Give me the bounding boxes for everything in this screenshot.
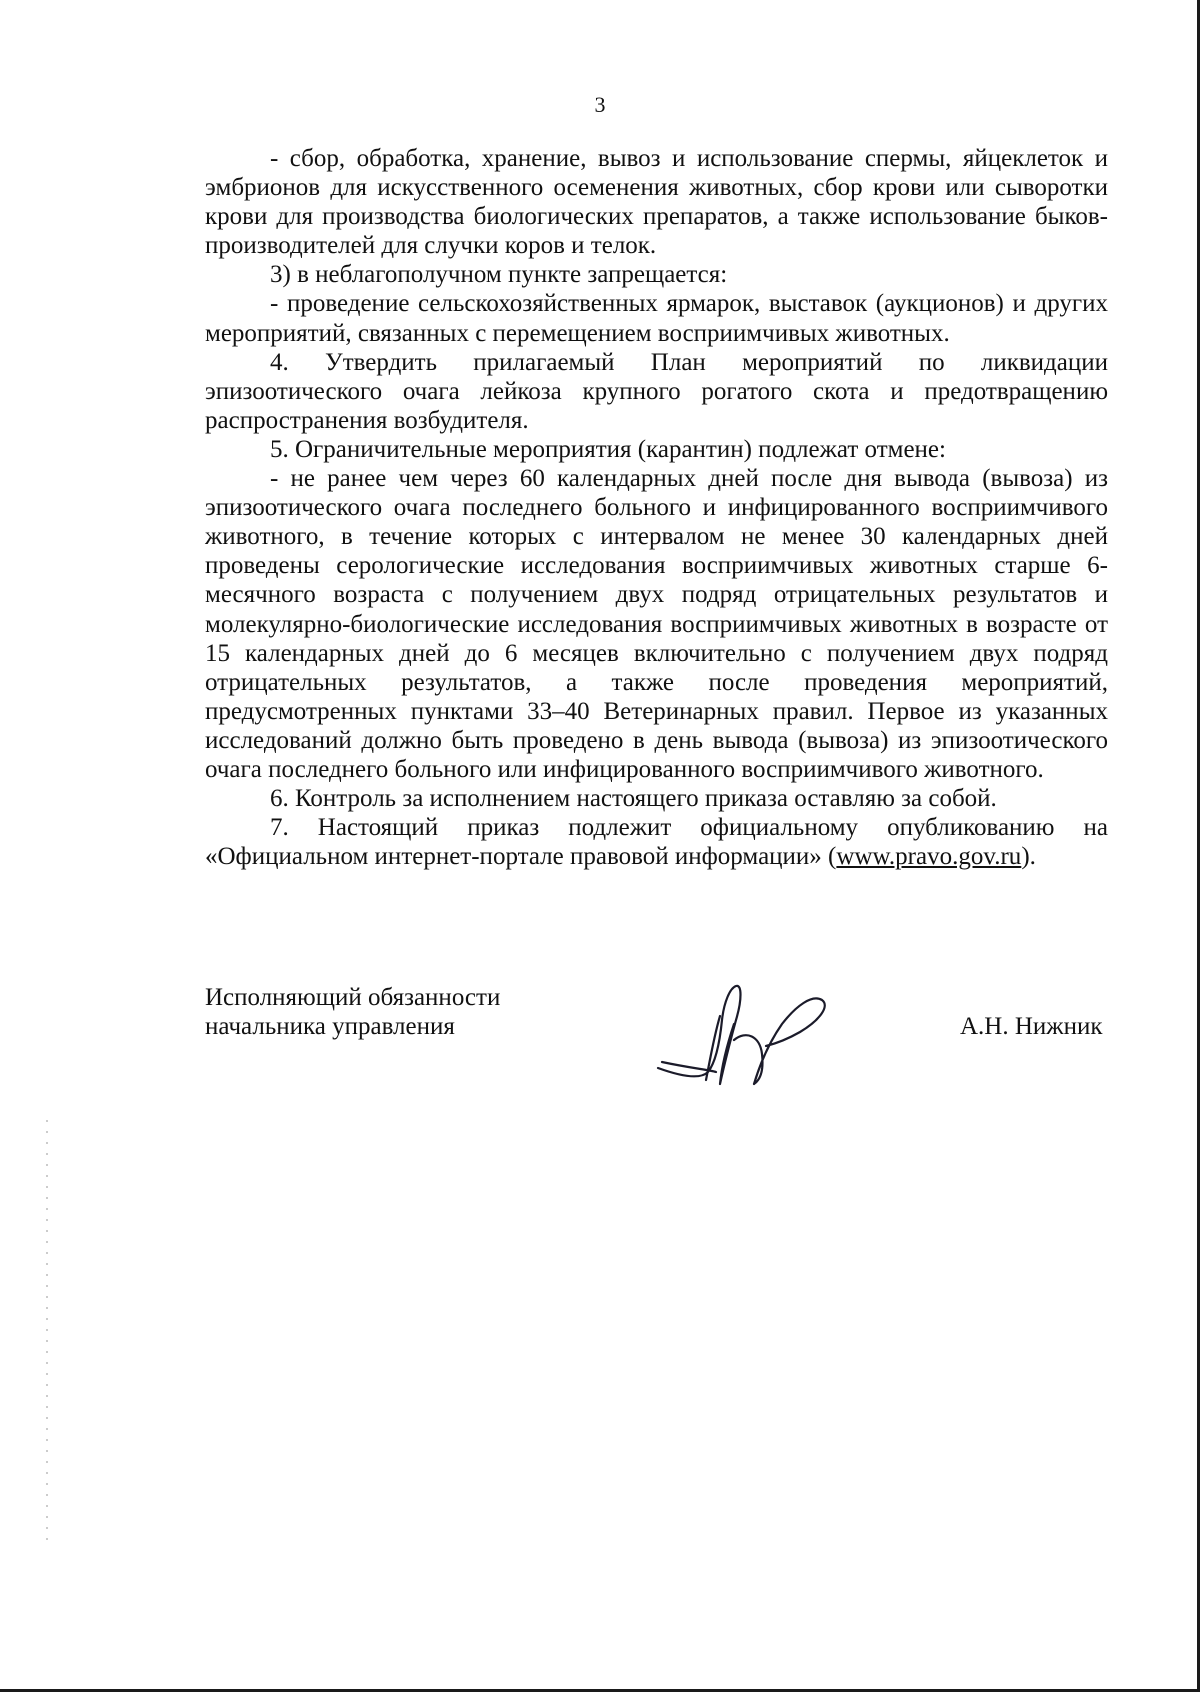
scan-noise [46, 1120, 48, 1540]
point-7-text: 7. Настоящий приказ подлежит официальному опубликованию на «Официальном интернет-портале правовой информации» ( [205, 814, 1108, 871]
page-number: 3 [594, 92, 606, 117]
paragraph-point-7 [205, 813, 1108, 871]
paragraph-fairs-ban: - проведение сельскохозяйственных ярмарок, выставок (аукционов) и других мероприятий, связанных с перемещением восприимчивых животных. [205, 290, 1108, 347]
paragraph-quarantine-lift: - не ранее чем через 60 календарных дней после дня вывода (вывоза) из эпизоотического очага последнего больного и инфицированного восприимчивого животного, в течение которых с интервалом не менее 30 календарных дней проведены серологические исследования восприимчивых животных старше 6-месячного возраста с получением двух подряд отрицательных результатов и молекулярно-биологические исследования восприимчивых животных в возрасте от 15 календарных дней до 6 месяцев включительно с получением двух подряд отрицательных результатов, а также после проведения мероприятий, предусмотренных пунктами 33–40 Ветеринарных правил. Первое из указанных исследований должно быть проведено в день вывода (вывоза) из эпизоотического очага последнего больного или инфицированного восприимчивого животного. [205, 465, 1108, 783]
signatory-title [205, 983, 500, 1041]
signatory-title-line-1: Исполняющий обязанности [205, 984, 501, 1011]
signatory-title-line-2: начальника управления [205, 1013, 455, 1040]
signatory-name: А.Н. Нижник [960, 1013, 1103, 1040]
handwritten-signature-icon [650, 980, 840, 1090]
point-7-closing: ). [1021, 843, 1036, 871]
paragraph-point-6: 6. Контроль за исполнением настоящего приказа оставляю за собой. [270, 785, 997, 813]
pravo-portal-link[interactable]: www.pravo.gov.ru [836, 843, 1022, 871]
paragraph-point-4: 4. Утвердить прилагаемый План мероприятий по ликвидации эпизоотического очага лейкоза крупного рогатого скота и предотвращению распространения возбудителя. [205, 348, 1108, 434]
paragraph-point-3: 3) в неблагополучном пункте запрещается: [270, 261, 728, 289]
paragraph-collection-ban: - сбор, обработка, хранение, вывоз и использование спермы, яйцеклеток и эмбрионов для искусственного осеменения животных, сбор крови или сыворотки крови для производства биологических препаратов, а также использование быков-производителей для случки коров и телок. [205, 145, 1108, 260]
paragraph-point-5: 5. Ограничительные мероприятия (карантин) подлежат отмене: [270, 435, 946, 463]
order-body-text [205, 144, 1108, 871]
